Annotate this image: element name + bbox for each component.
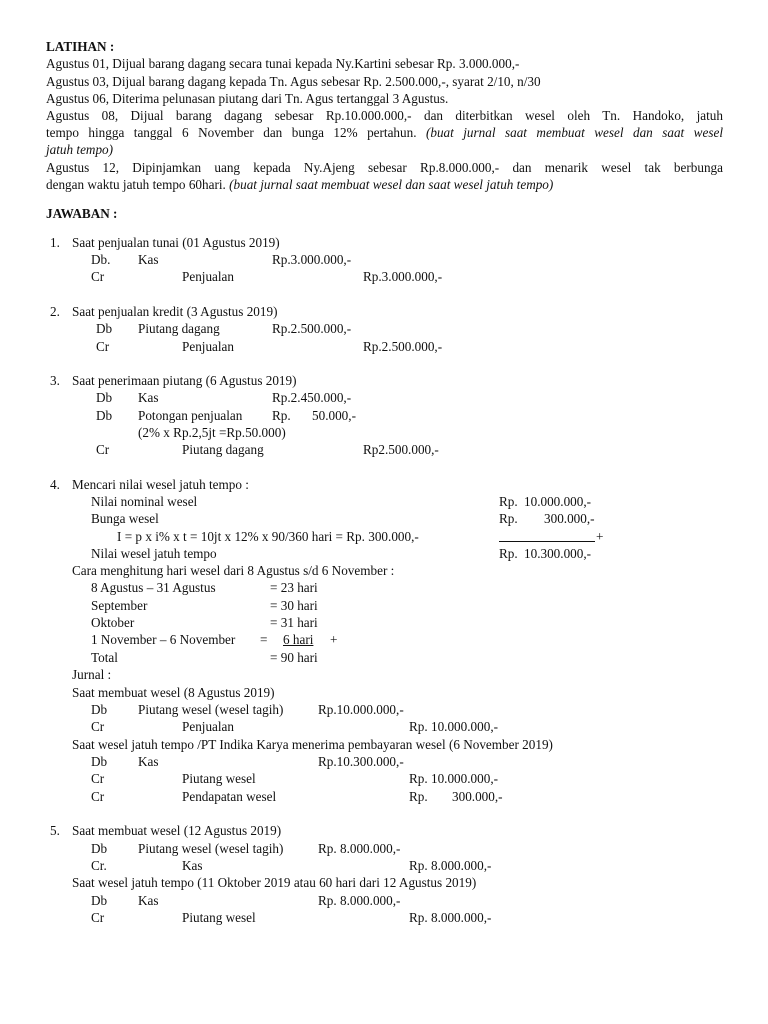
s4-tempo-r2-amt: Rp. 10.000.000,-	[409, 771, 499, 786]
s2-r2-acct: Penjualan	[182, 339, 235, 354]
s3-r1-acct: Kas	[138, 390, 159, 405]
s1-r1-dc: Db.	[91, 252, 111, 267]
s2-title: Saat penjualan kredit (3 Agustus 2019)	[72, 304, 278, 319]
s3-r2-rp: Rp.	[272, 408, 291, 423]
s3-title: Saat penerimaan piutang (6 Agustus 2019)	[72, 373, 297, 388]
aug08-plain: tempo hingga tanggal 6 November dan bunga 12% pertahun.	[46, 125, 426, 140]
s4-jurnal-heading: Jurnal :	[72, 667, 112, 682]
s4-day-aug-val: = 23 hari	[270, 580, 318, 595]
s3-number: 3.	[50, 373, 60, 388]
s4-nominal-label: Nilai nominal wesel	[91, 494, 198, 509]
s5-r3-amt: Rp. 8.000.000,-	[318, 893, 401, 908]
s5-r4-acct: Piutang wesel	[182, 910, 256, 925]
s4-day-okt-label: Oktober	[91, 615, 135, 630]
s4-sum-plus: +	[596, 529, 604, 544]
s4-day-nov-eq: =	[260, 632, 268, 647]
s5-r4-amt: Rp. 8.000.000,-	[409, 910, 492, 925]
s5-r3-dc: Db	[91, 893, 108, 908]
latihan-line-aug08: Agustus 08, Dijual barang dagang sebesar Rp.10.000.000,- dan diterbitkan wesel oleh Tn. Handoko, jatuh	[46, 108, 723, 123]
s1-r2-amt: Rp.3.000.000,-	[363, 269, 443, 284]
s4-jatuh-rp: Rp.	[499, 546, 518, 561]
s4-day-okt-val: = 31 hari	[270, 615, 318, 630]
s4-bunga-amt: 300.000,-	[544, 511, 595, 526]
s4-tempo-r1-amt: Rp.10.300.000,-	[318, 754, 404, 769]
latihan-heading: LATIHAN :	[46, 39, 115, 54]
aug08-italic-note-end: jatuh tempo)	[46, 142, 114, 157]
s4-buat-r2-amt: Rp. 10.000.000,-	[409, 719, 499, 734]
s4-interest-formula: I = p x i% x t = 10jt x 12% x 90/360 hari = Rp. 300.000,-	[117, 529, 419, 544]
s3-r2-amt: 50.000,-	[312, 408, 356, 423]
s4-nominal-rp: Rp.	[499, 494, 518, 509]
s5-r2-acct: Kas	[182, 858, 203, 873]
s3-r3-amt: Rp2.500.000,-	[363, 442, 439, 457]
s3-note: (2% x Rp.2,5jt =Rp.50.000)	[138, 425, 286, 440]
s3-r3-acct: Piutang dagang	[182, 442, 264, 457]
s4-buat-r1-acct: Piutang wesel (wesel tagih)	[138, 702, 284, 717]
s5-r1-amt: Rp. 8.000.000,-	[318, 841, 401, 856]
latihan-line-aug03: Agustus 03, Dijual barang dagang kepada Tn. Agus sebesar Rp. 2.500.000,-, syarat 2/10, n/30	[46, 74, 541, 89]
s1-r1-acct: Kas	[138, 252, 159, 267]
s3-r1-dc: Db	[96, 390, 113, 405]
s4-day-sep-label: September	[91, 598, 148, 613]
s4-day-sep-val: = 30 hari	[270, 598, 318, 613]
s4-buat-title: Saat membuat wesel (8 Agustus 2019)	[72, 685, 275, 700]
s4-sum-underline	[499, 541, 595, 542]
aug12-plain: dengan waktu jatuh tempo 60hari.	[46, 177, 230, 192]
s4-tempo-r3-acct: Pendapatan wesel	[182, 789, 277, 804]
s4-bunga-rp: Rp.	[499, 511, 518, 526]
s5-r1-acct: Piutang wesel (wesel tagih)	[138, 841, 284, 856]
aug08-italic-note: (buat jurnal saat membuat wesel dan saat wesel	[425, 125, 723, 140]
s4-day-nov-label: 1 November – 6 November	[91, 632, 236, 647]
s1-number: 1.	[50, 235, 60, 250]
s4-buat-r1-amt: Rp.10.000.000,-	[318, 702, 404, 717]
s4-buat-r2-dc: Cr	[91, 719, 105, 734]
s4-day-aug-label: 8 Agustus – 31 Agustus	[91, 580, 216, 595]
s1-r2-acct: Penjualan	[182, 269, 235, 284]
s5-r1-dc: Db	[91, 841, 108, 856]
s4-tempo-r3-dc: Cr	[91, 789, 105, 804]
s5-number: 5.	[50, 823, 60, 838]
s5-r2-dc: Cr.	[91, 858, 107, 873]
s1-title: Saat penjualan tunai (01 Agustus 2019)	[72, 235, 280, 250]
s4-tempo-r2-acct: Piutang wesel	[182, 771, 256, 786]
latihan-line-aug12: Agustus 12, Dipinjamkan uang kepada Ny.Ajeng sebesar Rp.8.000.000,- dan menarik wesel tak berbunga	[46, 160, 723, 175]
s2-r2-amt: Rp.2.500.000,-	[363, 339, 443, 354]
s5-tempo-title: Saat wesel jatuh tempo (11 Oktober 2019 atau 60 hari dari 12 Agustus 2019)	[72, 875, 477, 890]
latihan-line-aug01: Agustus 01, Dijual barang dagang secara tunai kepada Ny.Kartini sebesar Rp. 3.000.000,-	[46, 56, 520, 71]
s4-jatuh-amt: 10.300.000,-	[524, 546, 592, 561]
aug12-italic-note: (buat jurnal saat membuat wesel dan saat wesel jatuh tempo)	[229, 177, 554, 192]
s5-r3-acct: Kas	[138, 893, 159, 908]
s2-r1-dc: Db	[96, 321, 113, 336]
s4-jatuh-label: Nilai wesel jatuh tempo	[91, 546, 217, 561]
s2-r1-acct: Piutang dagang	[138, 321, 220, 336]
s1-r2-dc: Cr	[91, 269, 105, 284]
s4-number: 4.	[50, 477, 60, 492]
s4-total-label: Total	[91, 650, 118, 665]
s5-r4-dc: Cr	[91, 910, 105, 925]
s3-r2-dc: Db	[96, 408, 113, 423]
s4-tempo-r3-amt: 300.000,-	[452, 789, 503, 804]
s2-number: 2.	[50, 304, 60, 319]
s2-r1-amt: Rp.2.500.000,-	[272, 321, 352, 336]
s4-buat-r2-acct: Penjualan	[182, 719, 235, 734]
latihan-line-aug06: Agustus 06, Diterima pelunasan piutang dari Tn. Agus tertanggal 3 Agustus.	[46, 91, 449, 106]
s3-r3-dc: Cr	[96, 442, 110, 457]
s4-tempo-r2-dc: Cr	[91, 771, 105, 786]
s4-day-nov-val: 6 hari	[283, 632, 314, 647]
s4-tempo-r3-rp: Rp.	[409, 789, 428, 804]
s3-r1-amt: Rp.2.450.000,-	[272, 390, 352, 405]
s5-r2-amt: Rp. 8.000.000,-	[409, 858, 492, 873]
s4-tempo-title: Saat wesel jatuh tempo /PT Indika Karya menerima pembayaran wesel (6 November 2019)	[72, 737, 553, 752]
latihan-line-aug12-cont	[46, 176, 553, 193]
latihan-line-aug08-cont	[46, 124, 723, 141]
s4-bunga-label: Bunga wesel	[91, 511, 159, 526]
s3-r2-acct: Potongan penjualan	[138, 408, 243, 423]
s1-r1-amt: Rp.3.000.000,-	[272, 252, 352, 267]
s4-day-nov-plus: +	[330, 632, 338, 647]
s4-tempo-r1-dc: Db	[91, 754, 108, 769]
s4-buat-r1-dc: Db	[91, 702, 108, 717]
s4-cara-heading: Cara menghitung hari wesel dari 8 Agustus s/d 6 November :	[72, 563, 395, 578]
s2-r2-dc: Cr	[96, 339, 110, 354]
s4-nominal-amt: 10.000.000,-	[524, 494, 592, 509]
s4-tempo-r1-acct: Kas	[138, 754, 159, 769]
jawaban-heading: JAWABAN :	[46, 206, 118, 221]
s4-total-val: = 90 hari	[270, 650, 318, 665]
s4-title: Mencari nilai wesel jatuh tempo :	[72, 477, 249, 492]
s5-title: Saat membuat wesel (12 Agustus 2019)	[72, 823, 282, 838]
